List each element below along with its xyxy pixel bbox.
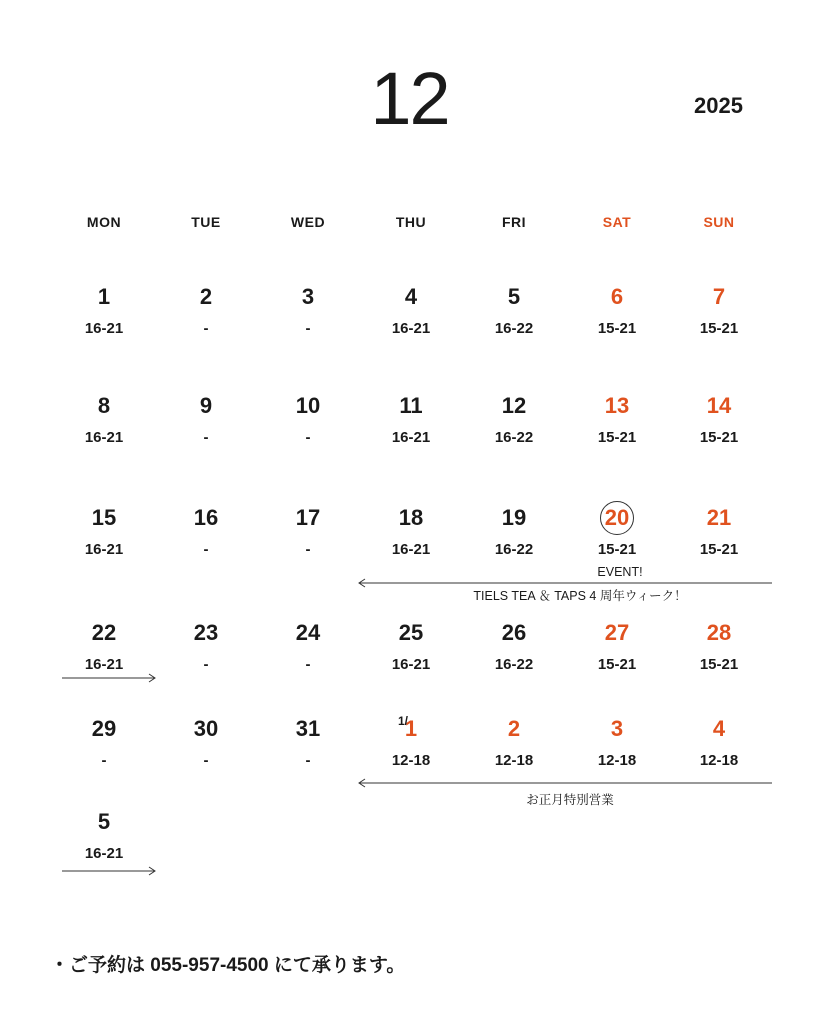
day-number: 21 (706, 505, 732, 530)
month-title: 12 (370, 57, 449, 140)
weekday-sat: SAT (602, 214, 632, 230)
new-year-arrow (356, 778, 774, 788)
opening-hours: 16-22 (494, 429, 534, 446)
opening-hours: 15-21 (699, 320, 739, 337)
day-number: 9 (199, 393, 213, 418)
weekday-mon: MON (86, 214, 122, 230)
anniversary-week-label: TIELS TEA ＆ TAPS 4 周年ウィーク！ (473, 589, 687, 603)
day-number: 20 (604, 505, 630, 530)
anniversary-arrow (356, 578, 774, 588)
day-number: 19 (501, 505, 527, 530)
day-number: 16 (193, 505, 219, 530)
day-number: 7 (712, 284, 726, 309)
opening-hours: 15-21 (597, 429, 637, 446)
opening-hours: 16-21 (84, 845, 124, 862)
day-number: 30 (193, 716, 219, 741)
day-number: 14 (706, 393, 732, 418)
opening-hours: - (305, 541, 311, 558)
opening-hours: 16-21 (391, 320, 431, 337)
opening-hours: 15-21 (699, 429, 739, 446)
opening-hours: 16-22 (494, 320, 534, 337)
new-year-arrow-end (62, 866, 158, 876)
day-number: 10 (295, 393, 321, 418)
day-number: 24 (295, 620, 321, 645)
day-number: 11 (399, 393, 423, 418)
opening-hours: - (305, 752, 311, 769)
opening-hours: 12-18 (597, 752, 637, 769)
anniversary-arrow-end (62, 673, 158, 683)
weekday-sun: SUN (703, 214, 735, 230)
day-number: 28 (706, 620, 732, 645)
opening-hours: 15-21 (597, 320, 637, 337)
day-number: 27 (604, 620, 630, 645)
day-number: 6 (610, 284, 624, 309)
opening-hours: - (203, 320, 209, 337)
opening-hours: 15-21 (699, 541, 739, 558)
opening-hours: 12-18 (699, 752, 739, 769)
day-number: 1 (404, 716, 418, 741)
month-prefix: 1/ (398, 714, 409, 728)
day-number: 12 (501, 393, 527, 418)
opening-hours: - (203, 752, 209, 769)
day-number: 25 (398, 620, 424, 645)
day-number: 3 (301, 284, 315, 309)
event-label: EVENT! (597, 565, 643, 579)
opening-hours: 15-21 (597, 541, 637, 558)
opening-hours: - (203, 656, 209, 673)
day-number: 5 (97, 809, 111, 834)
opening-hours: 15-21 (597, 656, 637, 673)
day-number: 2 (507, 716, 521, 741)
weekday-thu: THU (395, 214, 427, 230)
day-number: 4 (712, 716, 726, 741)
opening-hours: - (101, 752, 107, 769)
day-number: 15 (91, 505, 117, 530)
day-number: 31 (295, 716, 321, 741)
opening-hours: 16-22 (494, 541, 534, 558)
day-number: 13 (604, 393, 630, 418)
new-year-label: お正月特別営業 (526, 793, 614, 807)
day-number: 5 (507, 284, 521, 309)
weekday-wed: WED (290, 214, 326, 230)
opening-hours: 16-21 (391, 656, 431, 673)
opening-hours: 16-21 (84, 320, 124, 337)
event-day-circle (600, 501, 634, 535)
day-number: 1 (97, 284, 111, 309)
day-number: 2 (199, 284, 213, 309)
weekday-fri: FRI (501, 214, 527, 230)
reservation-note: ・ご予約は 055-957-4500 にて承ります。 (50, 955, 406, 976)
opening-hours: 16-21 (391, 541, 431, 558)
opening-hours: - (305, 429, 311, 446)
opening-hours: 16-21 (84, 541, 124, 558)
day-number: 3 (610, 716, 624, 741)
opening-hours: 12-18 (391, 752, 431, 769)
day-number: 18 (398, 505, 424, 530)
day-number: 23 (193, 620, 219, 645)
weekday-tue: TUE (191, 214, 221, 230)
opening-hours: 16-21 (391, 429, 431, 446)
opening-hours: 16-22 (494, 656, 534, 673)
day-number: 17 (295, 505, 321, 530)
day-number: 4 (404, 284, 418, 309)
opening-hours: 12-18 (494, 752, 534, 769)
year-label: 2025 (694, 93, 743, 118)
opening-hours: - (203, 541, 209, 558)
opening-hours: - (305, 320, 311, 337)
opening-hours: 15-21 (699, 656, 739, 673)
day-number: 29 (91, 716, 117, 741)
day-number: 8 (97, 393, 111, 418)
opening-hours: 16-21 (84, 656, 124, 673)
day-number: 22 (91, 620, 117, 645)
opening-hours: - (203, 429, 209, 446)
day-number: 26 (501, 620, 527, 645)
opening-hours: - (305, 656, 311, 673)
opening-hours: 16-21 (84, 429, 124, 446)
